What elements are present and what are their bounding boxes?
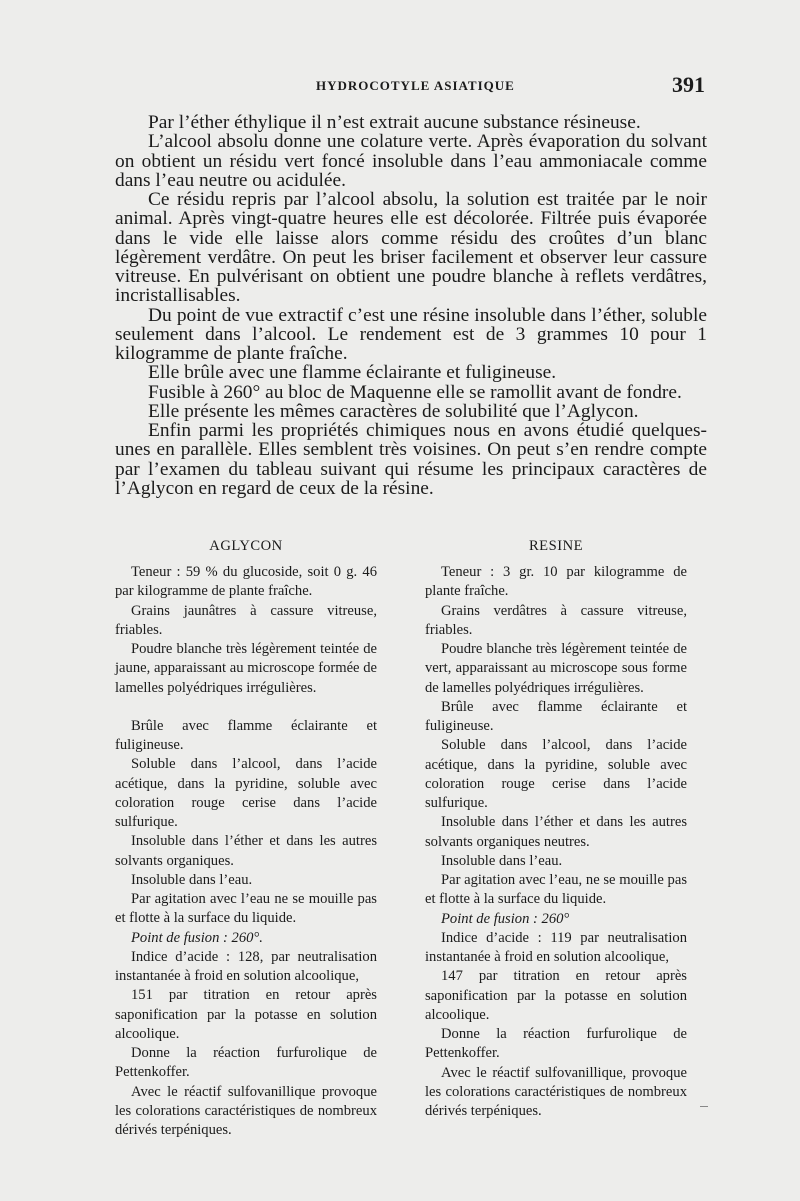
paragraph: Elle présente les mêmes caractères de solubilité que l’Aglycon. (148, 400, 639, 422)
resine-entry: Brûle avec flamme éclairante et fuligineuse. (425, 698, 687, 734)
paragraph: Fusible à 260° au bloc de Maquenne elle se ramollit avant de fondre. (148, 381, 682, 403)
aglycon-entry: Par agitation avec l’eau ne se mouille pas et flotte à la surface du liquide. (115, 891, 377, 927)
running-title: HYDROCOTYLE ASIATIQUE (316, 78, 515, 93)
aglycon-entry: Donne la réaction furfurolique de Pettenkoffer. (115, 1045, 377, 1081)
resine-entry: Insoluble dans l’eau. (441, 852, 563, 869)
resine-entry: Point de fusion : 260° (441, 910, 570, 927)
paragraph: Par l’éther éthylique il n’est extrait aucune substance résineuse. (148, 112, 641, 133)
aglycon-entry: Indice d’acide : 128, par neutralisation instantanée à froid en solution alcoolique, (115, 948, 377, 984)
aglycon-entry: Grains jaunâtres à cassure vitreuse, friables. (115, 602, 377, 638)
aglycon-entry: Insoluble dans l’éther et dans les autres solvants organiques. (115, 833, 377, 869)
aglycon-entry: Avec le réactif sulfovanillique provoque les colorations caractéristiques de nombreux dérivés terpéniques. (115, 1083, 377, 1138)
resine-entry: Indice d’acide : 119 par neutralisation instantanée à froid en solution alcoolique, (425, 929, 687, 965)
paragraph: L’alcool absolu donne une colature verte. Après évaporation du solvant on obtient un résidu vert foncé insoluble dans l’eau ammoniacale comme dans l’eau neutre ou acidulée. (115, 131, 707, 191)
paragraph: Elle brûle avec une flamme éclairante et fuligineuse. (148, 362, 557, 384)
aglycon-column (115, 534, 377, 1140)
aglycon-entry: Brûle avec flamme éclairante et fuligineuse. (115, 717, 377, 753)
resine-entry: 147 par titration en retour après saponification par la potasse en solution alcoolique. (425, 968, 687, 1023)
aglycon-entry: Insoluble dans l’eau. (131, 871, 253, 888)
aglycon-entry: Teneur : 59 % du glucoside, soit 0 g. 46 par kilogramme de plante fraîche. (115, 564, 377, 600)
aglycon-heading: AGLYCON (209, 538, 283, 554)
resine-entry: Teneur : 3 gr. 10 par kilogramme de plante fraîche. (425, 564, 687, 600)
aglycon-entry: Point de fusion : 260°. (131, 929, 263, 946)
resine-entry: Avec le réactif sulfovanillique, provoque les colorations caractéristiques de nombreux dérivés terpéniques. (425, 1064, 687, 1119)
running-head (0, 74, 800, 98)
resine-entry: Soluble dans l’alcool, dans l’acide acétique, dans la pyridine, soluble avec coloration rouge cerise dans l’acide sulfurique. (425, 737, 687, 811)
aglycon-entry: Soluble dans l’alcool, dans l’acide acétique, dans la pyridine, soluble avec coloration rouge cerise dans l’acide sulfurique. (115, 756, 377, 830)
resine-column (425, 534, 687, 1121)
body-text (115, 113, 707, 498)
aglycon-entry: Poudre blanche très légèrement teintée de jaune, apparaissant au microscope formée de lamelles polyédriques irrégulières. (115, 641, 377, 696)
resine-heading: RESINE (528, 538, 584, 554)
paragraph: Enfin parmi les propriétés chimiques nous en avons étudié quelques-unes en parallèle. Elles semblent très voisines. On peut s’en rendre compte par l’examen du tableau suivant qui résume les principaux caractères de l’Aglycon en regard de ceux de la résine. (115, 420, 707, 499)
aglycon-entry: 151 par titration en retour après saponification par la potasse en solution alcoolique. (115, 987, 377, 1042)
print-mark (700, 1106, 708, 1107)
page-number: 391 (672, 72, 705, 97)
resine-entry: Par agitation avec l’eau, ne se mouille pas et flotte à la surface du liquide. (425, 872, 687, 908)
paragraph: Du point de vue extractif c’est une résine insoluble dans l’éther, soluble seulement dans l’alcool. Le rendement est de 3 grammes 10 pour 1 kilogramme de plante fraîche. (115, 304, 707, 364)
resine-entry: Grains verdâtres à cassure vitreuse, friables. (425, 602, 687, 638)
resine-entry: Donne la réaction furfurolique de Pettenkoffer. (425, 1026, 687, 1062)
resine-entry: Insoluble dans l’éther et dans les autres solvants organiques neutres. (425, 814, 687, 850)
paragraph: Ce résidu repris par l’alcool absolu, la solution est traitée par le noir animal. Après vingt-quatre heures elle est décolorée. Filtrée puis évaporée dans le vide elle laisse alors comme résidu des croûtes d’un blanc légèrement verdâtre. On peut les briser facilement et observer leur cassure vitreuse. En pulvérisant on obtient une poudre blanche à reflets verdâtres, incristallisables. (115, 189, 707, 307)
resine-entry: Poudre blanche très légèrement teintée de vert, apparaissant au microscope sous forme de lamelles polyédriques irrégulières. (425, 641, 687, 696)
